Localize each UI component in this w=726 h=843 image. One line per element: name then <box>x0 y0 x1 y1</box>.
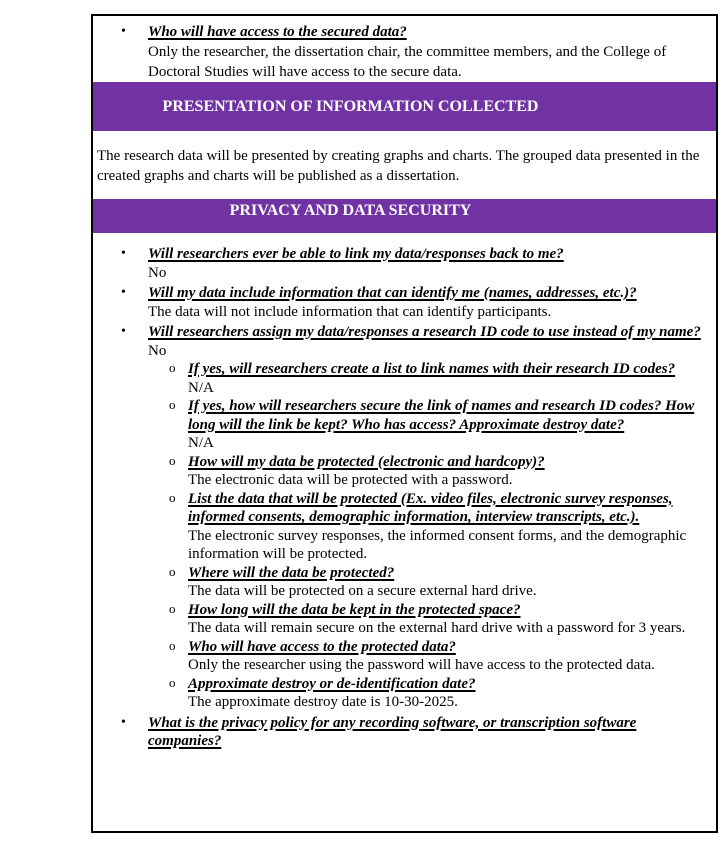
question-text: If yes, how will researchers secure the link of names and research ID codes? How long will the link be kept? Who has access? Approximate destroy date? <box>188 398 695 433</box>
qa-item <box>93 22 716 82</box>
question-text: Will my data include information that can identify me (names, addresses, etc.)? <box>148 285 637 301</box>
qa-item <box>93 675 716 712</box>
answer-text: The electronic survey responses, the informed consent forms, and the demographic information will be protected. <box>188 527 687 562</box>
circle-bullet-icon: o <box>169 397 176 412</box>
circle-bullet-icon: o <box>169 600 176 616</box>
question-text: Who will have access to the protected data? <box>188 638 456 655</box>
bullet-icon: • <box>121 285 126 300</box>
presentation-paragraph: The research data will be presented by creating graphs and charts. The grouped data presented in the created graphs and charts will be published as a dissertation. <box>97 148 700 184</box>
question-text: Approximate destroy or de-identification date? <box>188 675 476 692</box>
answer-text: The data will be protected on a secure external hard drive. <box>188 583 537 599</box>
question-text: What is the privacy policy for any recording software, or transcription software companies? <box>148 714 637 749</box>
answer-text: Only the researcher, the dissertation chair, the committee members, and the College of Doctoral Studies will have access to the secure data. <box>148 44 667 80</box>
qa-item <box>93 601 716 638</box>
bullet-icon: • <box>121 324 126 339</box>
question-text: List the data that will be protected (Ex. video files, electronic survey responses, informed consents, demographic information, interview transcripts, etc.). <box>188 490 673 525</box>
qa-item <box>93 714 716 751</box>
bullet-icon: • <box>121 246 126 261</box>
qa-item <box>93 323 716 360</box>
qa-item <box>93 453 716 490</box>
answer-text: No <box>148 264 167 281</box>
question-text: Who will have access to the secured data? <box>148 24 407 40</box>
section-header-title: PRESENTATION OF INFORMATION COLLECTED <box>162 97 539 115</box>
section-header-title: PRIVACY AND DATA SECURITY <box>229 202 472 219</box>
circle-bullet-icon: o <box>169 563 176 579</box>
answer-text: N/A <box>188 435 214 451</box>
answer-text: Only the researcher using the password will have access to the protected data. <box>188 657 655 673</box>
qa-item <box>93 360 716 397</box>
qa-item <box>93 638 716 675</box>
section-header-privacy <box>93 199 716 233</box>
circle-bullet-icon: o <box>169 637 176 653</box>
answer-text: The electronic data will be protected with a password. <box>188 472 513 488</box>
qa-item <box>93 397 716 453</box>
qa-item <box>93 564 716 601</box>
qa-item <box>93 284 716 321</box>
question-text: How will my data be protected (electronic and hardcopy)? <box>188 453 545 470</box>
question-text: How long will the data be kept in the protected space? <box>188 601 521 618</box>
answer-text: The approximate destroy date is 10-30-2025. <box>188 694 458 710</box>
section-header-presentation <box>93 82 716 131</box>
question-text: Will researchers assign my data/responses a research ID code to use instead of my name? <box>148 324 701 340</box>
answer-text: N/A <box>188 379 214 396</box>
bullet-icon: • <box>121 714 126 730</box>
question-text: If yes, will researchers create a list to link names with their research ID codes? <box>188 361 676 377</box>
qa-item <box>93 490 716 564</box>
qa-item <box>93 245 716 282</box>
question-text: Where will the data be protected? <box>188 564 395 581</box>
bullet-icon: • <box>121 24 126 39</box>
circle-bullet-icon: o <box>169 360 176 375</box>
answer-text: The data will not include information that can identify participants. <box>148 303 552 320</box>
question-text: Will researchers ever be able to link my data/responses back to me? <box>148 246 564 262</box>
document-page <box>91 14 718 833</box>
answer-text: The data will remain secure on the external hard drive with a password for 3 years. <box>188 620 686 636</box>
circle-bullet-icon: o <box>169 489 176 505</box>
privacy-question-list <box>93 245 716 751</box>
answer-text: No <box>148 342 167 359</box>
circle-bullet-icon: o <box>169 452 176 468</box>
circle-bullet-icon: o <box>169 674 176 690</box>
